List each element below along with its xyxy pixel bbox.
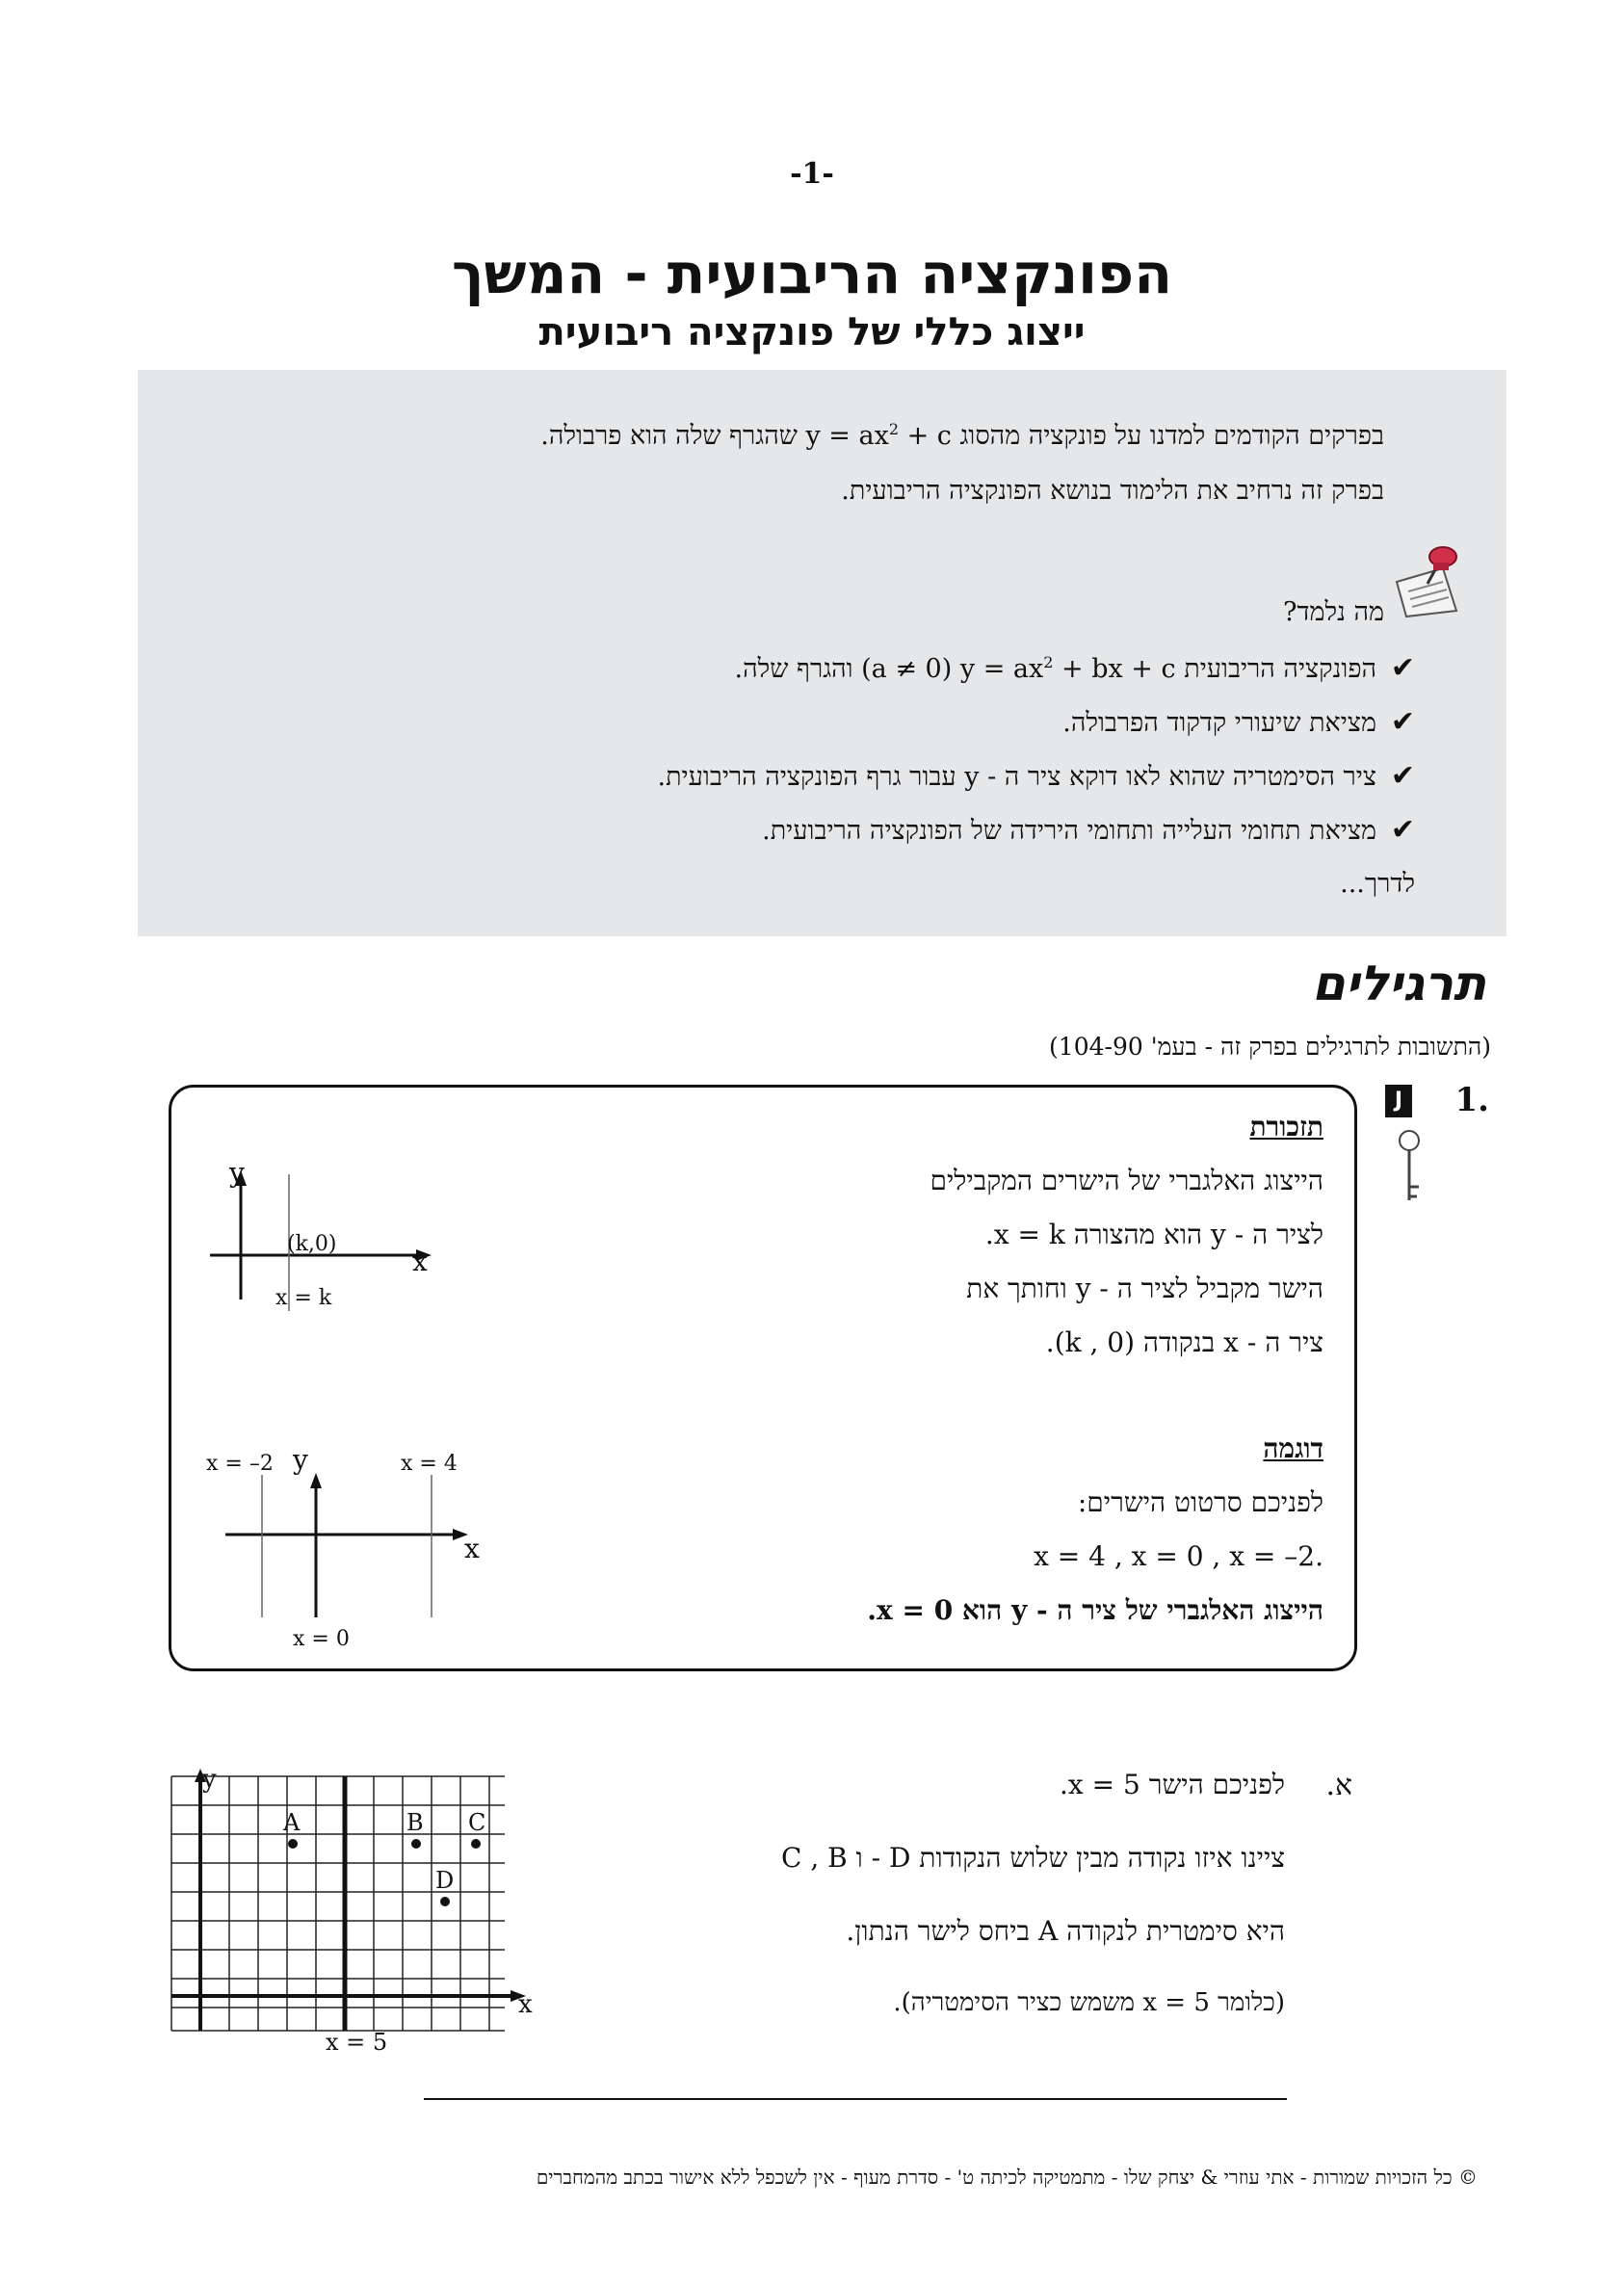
- page-number: -1-: [790, 157, 834, 191]
- example-line-3: הייצוג האלגברי של ציר ה - y הוא x = 0.: [867, 1594, 1323, 1626]
- graph1-y-label: y: [229, 1157, 245, 1189]
- intro-line-2: בפרק זה נרחיב את הלימוד בנושא הפונקציה הריבועית.: [841, 476, 1384, 506]
- intro-line-1-prefix: בפרקים הקודמים למדנו על פונקציה מהסוג: [951, 421, 1384, 451]
- pushpin-note-icon: [1389, 543, 1470, 618]
- on-the-way: לדרך...: [1340, 869, 1415, 899]
- answers-note: (התשובות לתרגילים בפרק זה - בעמ' 104-90): [1049, 1033, 1491, 1061]
- grid-y-label: y: [202, 1765, 217, 1794]
- part-a-line-1: לפניכם הישר x = 5.: [1060, 1769, 1285, 1800]
- copyright-footer: © כל הזכויות שמורות - אתי עוזרי & יצחק שלו - מתמטיקה לכיתה ט' - סדרת מעוף - אין לשכפל ללא אישור בכתב מהמחברים: [536, 2166, 1478, 2189]
- page-title: הפונקציה הריבועית - המשך: [451, 241, 1173, 306]
- part-a-letter: א.: [1325, 1769, 1352, 1802]
- example-line-2: .x = 4 , x = 0 , x = –2: [1034, 1540, 1323, 1572]
- exercises-title: תרגילים: [1311, 956, 1486, 1011]
- goal-4: ✔מציאת תחומי העלייה ותחומי הירידה של הפונקציה הריבועית.: [762, 813, 1415, 847]
- check-icon: ✔: [1390, 705, 1415, 739]
- footer-divider: [424, 2098, 1287, 2100]
- intro-box: [138, 370, 1506, 936]
- graph2-left-line-label: x = –2: [206, 1452, 274, 1476]
- graph1-x-label: x: [412, 1246, 428, 1277]
- point-d: [440, 1897, 450, 1906]
- graph-three-lines: [220, 1454, 470, 1627]
- reminder-line-2: לציר ה - y הוא מהצורה x = k.: [984, 1219, 1323, 1250]
- point-b: [411, 1839, 421, 1849]
- reminder-line-3: הישר מקביל לציר ה - y וחותך את: [966, 1273, 1323, 1304]
- example-line-1: לפניכם סרטוט הישרים:: [1077, 1486, 1323, 1518]
- part-a-line-2: ציינו איזו נקודה מבין שלוש הנקודות D - ו C , B: [781, 1842, 1285, 1874]
- intro-line-1: [540, 420, 1384, 451]
- intro-formula: $y = ax^2 + c$: [805, 420, 952, 451]
- intro-line-1-suffix: שהגרף שלה הוא פרבולה.: [540, 421, 806, 451]
- goal-2: ✔מציאת שיעורי קדקוד הפרבולה.: [1062, 705, 1415, 739]
- reminder-line-1: הייצוג האלגברי של הישרים המקבילים: [930, 1165, 1323, 1196]
- question-number: 1.: [1454, 1081, 1489, 1119]
- goal-1-formula: (a ≠ 0) $y = ax^2$ + bx + c: [861, 653, 1176, 684]
- graph1-point-label: (k,0): [287, 1232, 337, 1256]
- reminder-heading: תזכורת: [1249, 1111, 1323, 1142]
- key-icon: [1392, 1129, 1427, 1206]
- part-a-line-4: (כלומר x = 5 משמש כציר הסימטריה).: [893, 1988, 1285, 2017]
- check-icon: ✔: [1390, 813, 1415, 847]
- reminder-box: [169, 1085, 1357, 1671]
- question-badge: J: [1385, 1085, 1412, 1117]
- graph2-right-line-label: x = 4: [401, 1452, 458, 1476]
- point-d-label: D: [435, 1867, 455, 1894]
- example-heading: דוגמה: [1263, 1432, 1323, 1464]
- what-we-learn-label: מה נלמד?: [1283, 597, 1384, 627]
- goal-1: ✔הפונקציה הריבועית (a ≠ 0) $y = ax^2$ + bx + c והגרף שלה.: [734, 651, 1415, 685]
- point-c-label: C: [468, 1809, 486, 1836]
- point-b-label: B: [406, 1809, 424, 1836]
- goal-3: ✔ציר הסימטריה שהוא לאו דוקא ציר ה - y עבור גרף הפונקציה הריבועית.: [657, 759, 1415, 793]
- point-a: [288, 1839, 298, 1849]
- grid-lines: [171, 1776, 505, 2031]
- graph2-axis-line-label: x = 0: [293, 1627, 350, 1651]
- graph2-x-label: x: [464, 1533, 480, 1564]
- grid-line-label: x = 5: [326, 2029, 388, 2056]
- check-icon: ✔: [1390, 759, 1415, 793]
- graph1-line-label: x = k: [275, 1286, 332, 1310]
- grid-x-label: x: [518, 1990, 533, 2019]
- part-a-line-3: היא סימטרית לנקודה A ביחס לישר הנתון.: [846, 1915, 1285, 1947]
- page-subtitle: ייצוג כללי של פונקציה ריבועית: [538, 310, 1086, 354]
- reminder-line-4: ציר ה - x בנקודה (k , 0).: [1045, 1326, 1323, 1358]
- point-a-label: A: [283, 1809, 301, 1836]
- point-c: [471, 1839, 481, 1849]
- check-icon: ✔: [1390, 651, 1415, 685]
- graph2-y-label: y: [293, 1444, 308, 1476]
